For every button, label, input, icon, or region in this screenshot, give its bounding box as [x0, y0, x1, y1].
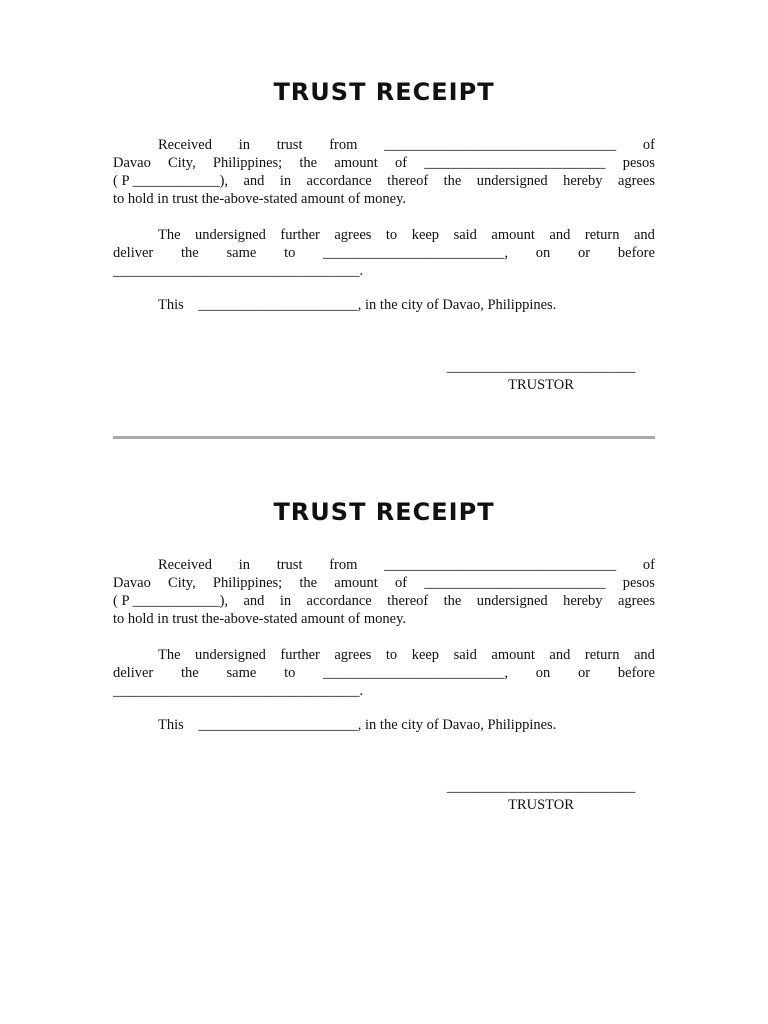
word: in — [238, 557, 250, 573]
word: City, — [168, 575, 196, 591]
word: and — [549, 227, 571, 243]
section-divider — [113, 436, 655, 439]
date-blank: ______________________, — [198, 717, 362, 733]
word: or — [578, 665, 591, 681]
date-blank: ______________________, — [198, 297, 362, 313]
word: in — [279, 173, 292, 189]
trust-receipt-1 — [113, 75, 655, 394]
word: deliver — [113, 665, 154, 681]
word: the — [181, 245, 199, 261]
word: pesos — [622, 155, 655, 171]
word: undersigned — [476, 593, 548, 609]
word: or — [578, 245, 591, 261]
word: thereof — [387, 593, 429, 609]
word: to — [284, 665, 296, 681]
trustor-label: TRUSTOR — [508, 377, 574, 393]
signature-line: __________________________ — [446, 779, 636, 795]
word: and — [633, 227, 655, 243]
word: The — [158, 647, 181, 663]
word: in — [238, 137, 250, 153]
date-paragraph — [113, 296, 655, 314]
word: trust — [276, 137, 303, 153]
agreement-paragraph — [113, 646, 655, 700]
word: the — [443, 173, 462, 189]
word: of — [394, 155, 408, 171]
received-paragraph — [113, 136, 655, 208]
word: same — [226, 665, 257, 681]
word: accordance — [306, 173, 372, 189]
paragraph-line — [113, 574, 655, 592]
paragraph-line: to hold in trust the-above-stated amount of money. — [113, 611, 407, 627]
word: to — [284, 245, 296, 261]
word: City, — [168, 155, 196, 171]
receipt-title: TRUST RECEIPT — [273, 78, 495, 106]
word: on — [535, 245, 551, 261]
word: Philippines; — [212, 575, 283, 591]
amount-words-blank: _________________________ — [424, 575, 606, 591]
paragraph-line — [113, 664, 655, 682]
word: and — [243, 593, 265, 609]
word: undersigned — [195, 647, 266, 663]
word: return — [584, 647, 620, 663]
word: amount — [491, 647, 535, 663]
word: keep — [411, 647, 440, 663]
word: agrees — [617, 173, 655, 189]
word: agrees — [334, 227, 372, 243]
word: Davao — [113, 155, 151, 171]
word: further — [280, 647, 320, 663]
agreement-paragraph — [113, 226, 655, 280]
paragraph-line — [113, 592, 655, 610]
word: to — [385, 647, 398, 663]
amount-words-blank: _________________________ — [424, 155, 606, 171]
receipt-title: TRUST RECEIPT — [273, 498, 495, 526]
paragraph-line — [113, 136, 655, 154]
word: Received — [158, 557, 212, 573]
word: This — [158, 297, 184, 313]
word: from — [329, 137, 358, 153]
word: and — [243, 173, 265, 189]
deliver-to-blank: _________________________, — [323, 665, 508, 681]
paragraph-line: to hold in trust the-above-stated amount of money. — [113, 191, 407, 207]
word: to — [385, 227, 398, 243]
word: of — [642, 557, 655, 573]
word: from — [329, 557, 358, 573]
word: Received — [158, 137, 212, 153]
trustor-label: TRUSTOR — [508, 797, 574, 813]
word: keep — [411, 227, 440, 243]
signature-line: __________________________ — [446, 359, 636, 375]
date-paragraph — [113, 716, 655, 734]
paragraph-line — [113, 556, 655, 574]
word: undersigned — [476, 173, 548, 189]
word: amount — [491, 227, 535, 243]
paragraph-line — [113, 646, 655, 664]
signature-block — [431, 778, 651, 814]
trustee-name-blank: ________________________________ — [384, 557, 617, 573]
word: amount — [334, 575, 378, 591]
word: agrees — [334, 647, 372, 663]
paragraph-line — [113, 296, 655, 314]
word: said — [453, 647, 477, 663]
due-date-blank: __________________________________. — [113, 683, 364, 699]
word: in — [279, 593, 292, 609]
amount-figure-blank: ( P ____________), — [113, 173, 229, 189]
word: the — [299, 575, 318, 591]
received-paragraph — [113, 556, 655, 628]
paragraph-line — [113, 244, 655, 262]
word: hereby — [563, 593, 603, 609]
word: of — [642, 137, 655, 153]
word: Davao — [113, 575, 151, 591]
word: The — [158, 227, 181, 243]
word: in the city of Davao, Philippines. — [365, 297, 557, 313]
word: agrees — [617, 593, 655, 609]
word: deliver — [113, 245, 154, 261]
word: the — [181, 665, 199, 681]
word: in the city of Davao, Philippines. — [365, 717, 557, 733]
word: amount — [334, 155, 378, 171]
word: of — [394, 575, 408, 591]
word: said — [453, 227, 477, 243]
word: Philippines; — [212, 155, 283, 171]
word: same — [226, 245, 257, 261]
word: thereof — [387, 173, 429, 189]
word: the — [443, 593, 462, 609]
amount-figure-blank: ( P ____________), — [113, 593, 229, 609]
paragraph-line — [113, 226, 655, 244]
word: further — [280, 227, 320, 243]
word: trust — [276, 557, 303, 573]
word: pesos — [622, 575, 655, 591]
word: and — [633, 647, 655, 663]
signature-block — [431, 358, 651, 394]
paragraph-line — [113, 716, 655, 734]
word: the — [299, 155, 318, 171]
word: undersigned — [195, 227, 266, 243]
paragraph-line — [113, 154, 655, 172]
word: return — [584, 227, 620, 243]
trust-receipt-2 — [113, 495, 655, 814]
paragraph-line — [113, 172, 655, 190]
word: accordance — [306, 593, 372, 609]
word: on — [535, 665, 551, 681]
word: hereby — [563, 173, 603, 189]
trustee-name-blank: ________________________________ — [384, 137, 617, 153]
deliver-to-blank: _________________________, — [323, 245, 508, 261]
word: before — [617, 665, 655, 681]
word: and — [549, 647, 571, 663]
due-date-blank: __________________________________. — [113, 263, 364, 279]
word: This — [158, 717, 184, 733]
word: before — [617, 245, 655, 261]
